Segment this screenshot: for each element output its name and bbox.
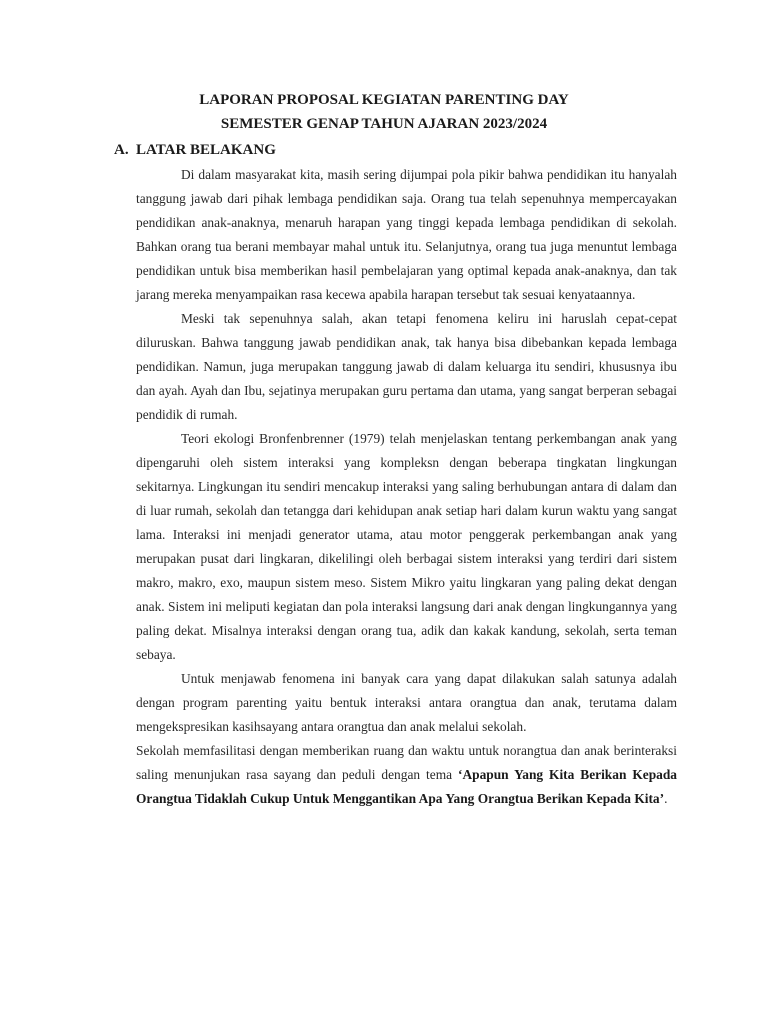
paragraph-3: Teori ekologi Bronfenbrenner (1979) telah menjelaskan tentang perkembangan anak yang dipengaruhi oleh sistem interaksi yang kompleksn dengan beberapa tingkatan lingkungan sekitarnya. Lingkungan itu sendiri mencakup interaksi yang saling berhubungan antara di dalam dan di luar rumah, sekolah dan tetangga dari kehidupan anak setiap hari dalam kurun waktu yang sangat lama. Interaksi ini menjadi generator utama, atau motor penggerak perkembangan anak yang merupakan pusat dari lingkaran, dikelilingi oleh berbagai sistem interaksi yang terdiri dari sistem makro, makro, exo, maupun sistem meso. Sistem Mikro yaitu lingkaran yang paling dekat dengan anak. Sistem ini meliputi kegiatan dan pola interaksi langsung dari anak dengan lingkungannya yang paling dekat. Misalnya interaksi dengan orang tua, adik dan kakak kandung, sekolah, serta teman sebaya. [136, 431, 677, 662]
document-title-line-1: LAPORAN PROPOSAL KEGIATAN PARENTING DAY [199, 92, 569, 108]
section-number: A. [114, 142, 129, 158]
document-title-line-2: SEMESTER GENAP TAHUN AJARAN 2023/2024 [220, 116, 548, 132]
section-body [136, 163, 677, 811]
closing-end-text: . [664, 791, 668, 806]
paragraph-1: Di dalam masyarakat kita, masih sering dijumpai pola pikir bahwa pendidikan itu hanyalah tanggung jawab dari pihak lembaga pendidikan saja. Orang tua telah sepenuhnya mempercayakan pendidikan anak-anaknya, menaruh harapan yang tinggi kepada lembaga pendidikan di sekolah. Bahkan orang tua berani membayar mahal untuk itu. Selanjutnya, orang tua juga menuntut lembaga pendidikan untuk bisa memberikan hasil pembelajaran yang optimal kepada anak-anaknya, dan tak jarang mereka menyampaikan rasa kecewa apabila harapan tersebut tak sesuai kenyataannya. [136, 167, 677, 302]
paragraph-4: Untuk menjawab fenomena ini banyak cara yang dapat dilakukan salah satunya adalah dengan program parenting yaitu bentuk interaksi antara orangtua dan anak, terutama dalam mengekspresikan kasihsayang antara orangtua dan anak melalui sekolah. [136, 671, 677, 734]
closing-paragraph [136, 739, 677, 811]
section-title: LATAR BELAKANG [136, 142, 276, 158]
theme-text: ‘Apapun Yang Kita Berikan Kepada Orangtua Tidaklah Cukup Untuk Menggantikan Apa Yang Orangtua Berikan Kepada Kita’ [136, 767, 677, 806]
paragraph-2: Meski tak sepenuhnya salah, akan tetapi fenomena keliru ini haruslah cepat-cepat diluruskan. Bahwa tanggung jawab pendidikan anak, tak hanya bisa dibebankan kepada lembaga pendidikan. Namun, juga merupakan tanggung jawab di dalam keluarga itu sendiri, khususnya ibu dan ayah. Ayah dan Ibu, sejatinya merupakan guru pertama dan utama, yang sangat berperan sebagai pendidik di rumah. [136, 311, 677, 422]
closing-lead-text: Sekolah memfasilitasi dengan memberikan ruang dan waktu untuk norangtua dan anak berinteraksi saling menunjukan rasa sayang dan peduli dengan tema [136, 743, 677, 782]
section-heading [114, 142, 276, 159]
